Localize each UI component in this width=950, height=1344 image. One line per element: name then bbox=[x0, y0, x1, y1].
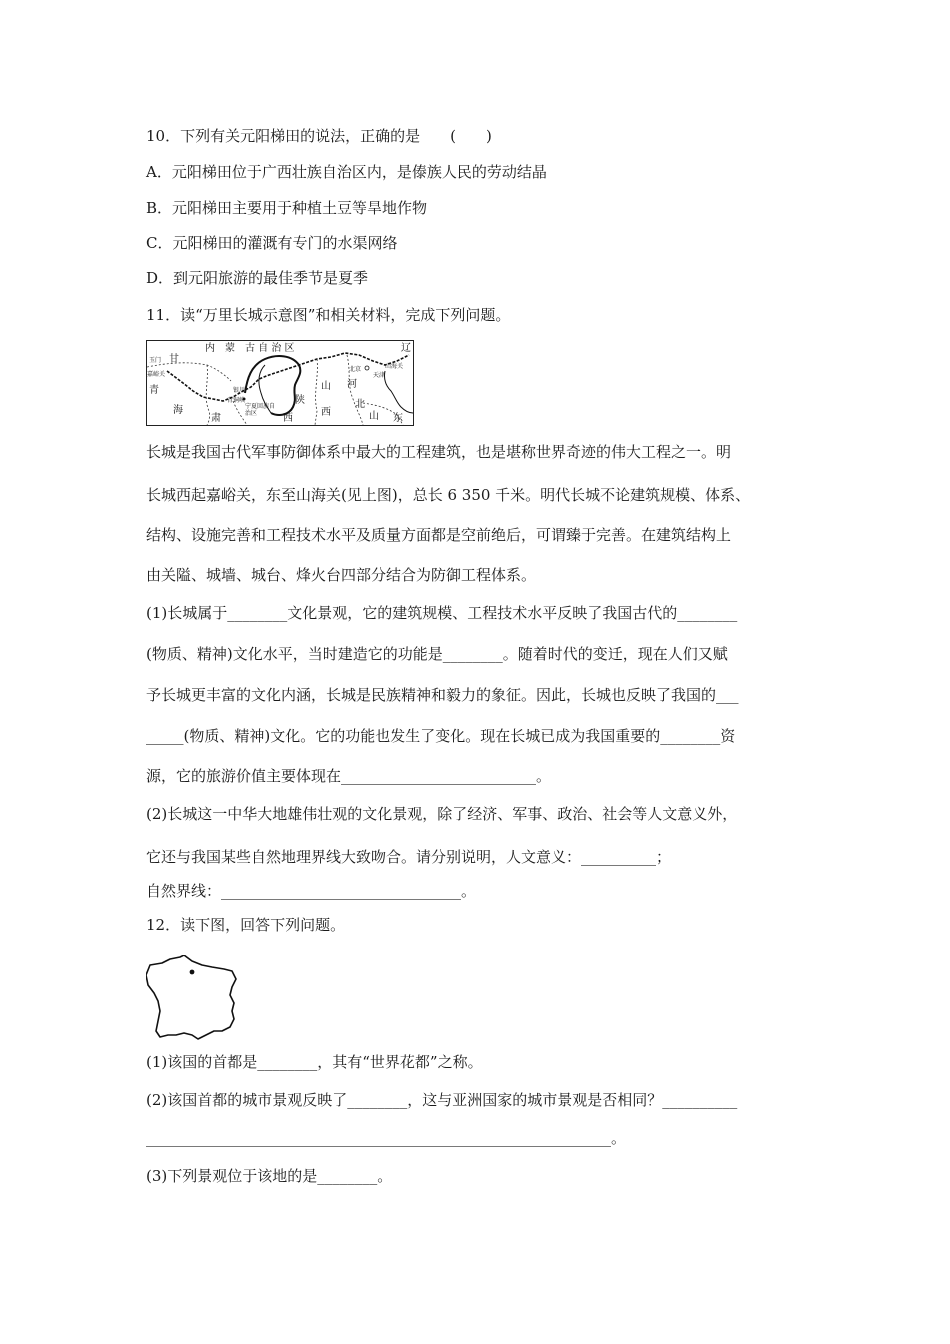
france-border bbox=[146, 955, 236, 1039]
map-label-he: 河 bbox=[347, 379, 357, 390]
map-label-shanhaiguan: 山海关 bbox=[385, 363, 404, 370]
map-label-ningxia: 宁夏回族自治区 bbox=[245, 403, 276, 417]
map-label-shan-dong: 山 bbox=[369, 411, 379, 422]
q11-sub2-line-3: 自然界线：________________________________。 bbox=[146, 882, 477, 900]
q12-sub2-line-2: ______________________________________________________________。 bbox=[146, 1129, 627, 1147]
map-label-qing: 青 bbox=[149, 385, 159, 396]
q12-sub2-line-1: (2)该国首都的城市景观反映了________，这与亚洲国家的城市景观是否相同？__________ bbox=[146, 1091, 738, 1109]
map-label-jiayuguan: 嘉峪关 bbox=[147, 371, 166, 378]
map-label-qingtongxia: 青铜峡 bbox=[227, 397, 246, 404]
map-label-hai: 海 bbox=[173, 405, 183, 416]
q11-sub1-line-4: _____(物质、精神)文化。它的功能也发生了变化。现在长城已成为我国重要的________资 bbox=[146, 727, 736, 745]
map-label-gan: 甘 bbox=[169, 354, 179, 365]
map-label-bei: 北 bbox=[355, 399, 365, 410]
q11-sub1-line-3: 予长城更丰富的文化内涵，长城是民族精神和毅力的象征。因此，长城也反映了我国的___ bbox=[146, 686, 739, 704]
q11-sub1-line-1: (1)长城属于________文化景观，它的建筑规模、工程技术水平反映了我国古代的________ bbox=[146, 604, 738, 622]
q12-sub1: (1)该国的首都是________，其有“世界花都”之称。 bbox=[146, 1053, 483, 1071]
map-label-su: 肃 bbox=[211, 413, 221, 424]
capital-dot bbox=[190, 970, 195, 975]
map-label-xi-shanxi: 西 bbox=[321, 407, 331, 418]
map-label-beijing: 北京 bbox=[349, 366, 362, 373]
map-label-tianjin: 天津 bbox=[373, 372, 386, 379]
q11-sub1-line-5: 源，它的旅游价值主要体现在__________________________。 bbox=[146, 767, 552, 785]
map-label-neimeng: 内 蒙 古 自 治 区 bbox=[205, 343, 295, 354]
q10-option-c: C．元阳梯田的灌溉有专门的水渠网络 bbox=[146, 234, 398, 252]
map-label-shan-shanxi: 山 bbox=[321, 381, 331, 392]
q10-stem: 10．下列有关元阳梯田的说法，正确的是 ( ) bbox=[146, 127, 492, 145]
map-label-yumen: 玉门 bbox=[149, 357, 162, 364]
map-label-yinchuan: 银川 bbox=[233, 387, 246, 394]
map-label-shaan: 陕 bbox=[295, 395, 305, 406]
q11-material-line-3: 结构、设施完善和工程技术水平及质量方面都是空前绝后，可谓臻于完善。在建筑结构上 bbox=[146, 526, 732, 544]
q11-sub2-line-1: (2)长城这一中华大地雄伟壮观的文化景观，除了经济、军事、政治、社会等人文意义外， bbox=[146, 805, 738, 823]
great-wall-map bbox=[146, 340, 414, 426]
q11-sub2-line-2: 它还与我国某些自然地理界线大致吻合。请分别说明，人文意义：__________； bbox=[146, 848, 672, 866]
france-outline-map bbox=[146, 955, 240, 1041]
q11-material-line-1: 长城是我国古代军事防御体系中最大的工程建筑，也是堪称世界奇迹的伟大工程之一。明 bbox=[146, 443, 732, 461]
map-label-xi-shaanxi: 西 bbox=[283, 413, 293, 424]
q12-stem: 12．读下图，回答下列问题。 bbox=[146, 916, 346, 934]
q11-stem: 11．读“万里长城示意图”和相关材料，完成下列问题。 bbox=[146, 306, 511, 324]
map-label-liao: 辽 bbox=[401, 343, 411, 354]
q10-option-b: B．元阳梯田主要用于种植土豆等旱地作物 bbox=[146, 199, 428, 217]
q11-sub1-line-2: (物质、精神)文化水平，当时建造它的功能是________。随着时代的变迁，现在人们又赋 bbox=[146, 645, 728, 663]
q11-material-line-4: 由关隘、城墙、城台、烽火台四部分结合为防御工程体系。 bbox=[146, 566, 537, 584]
q11-material-line-2: 长城西起嘉峪关，东至山海关(见上图)，总长 6 350 千米。明代长城不论建筑规模、体系、 bbox=[146, 486, 751, 504]
map-label-dong: 东 bbox=[393, 413, 403, 424]
q10-option-a: A．元阳梯田位于广西壮族自治区内，是傣族人民的劳动结晶 bbox=[146, 163, 547, 181]
q12-sub3: (3)下列景观位于该地的是________。 bbox=[146, 1167, 393, 1185]
q10-option-d: D．到元阳旅游的最佳季节是夏季 bbox=[146, 269, 369, 287]
